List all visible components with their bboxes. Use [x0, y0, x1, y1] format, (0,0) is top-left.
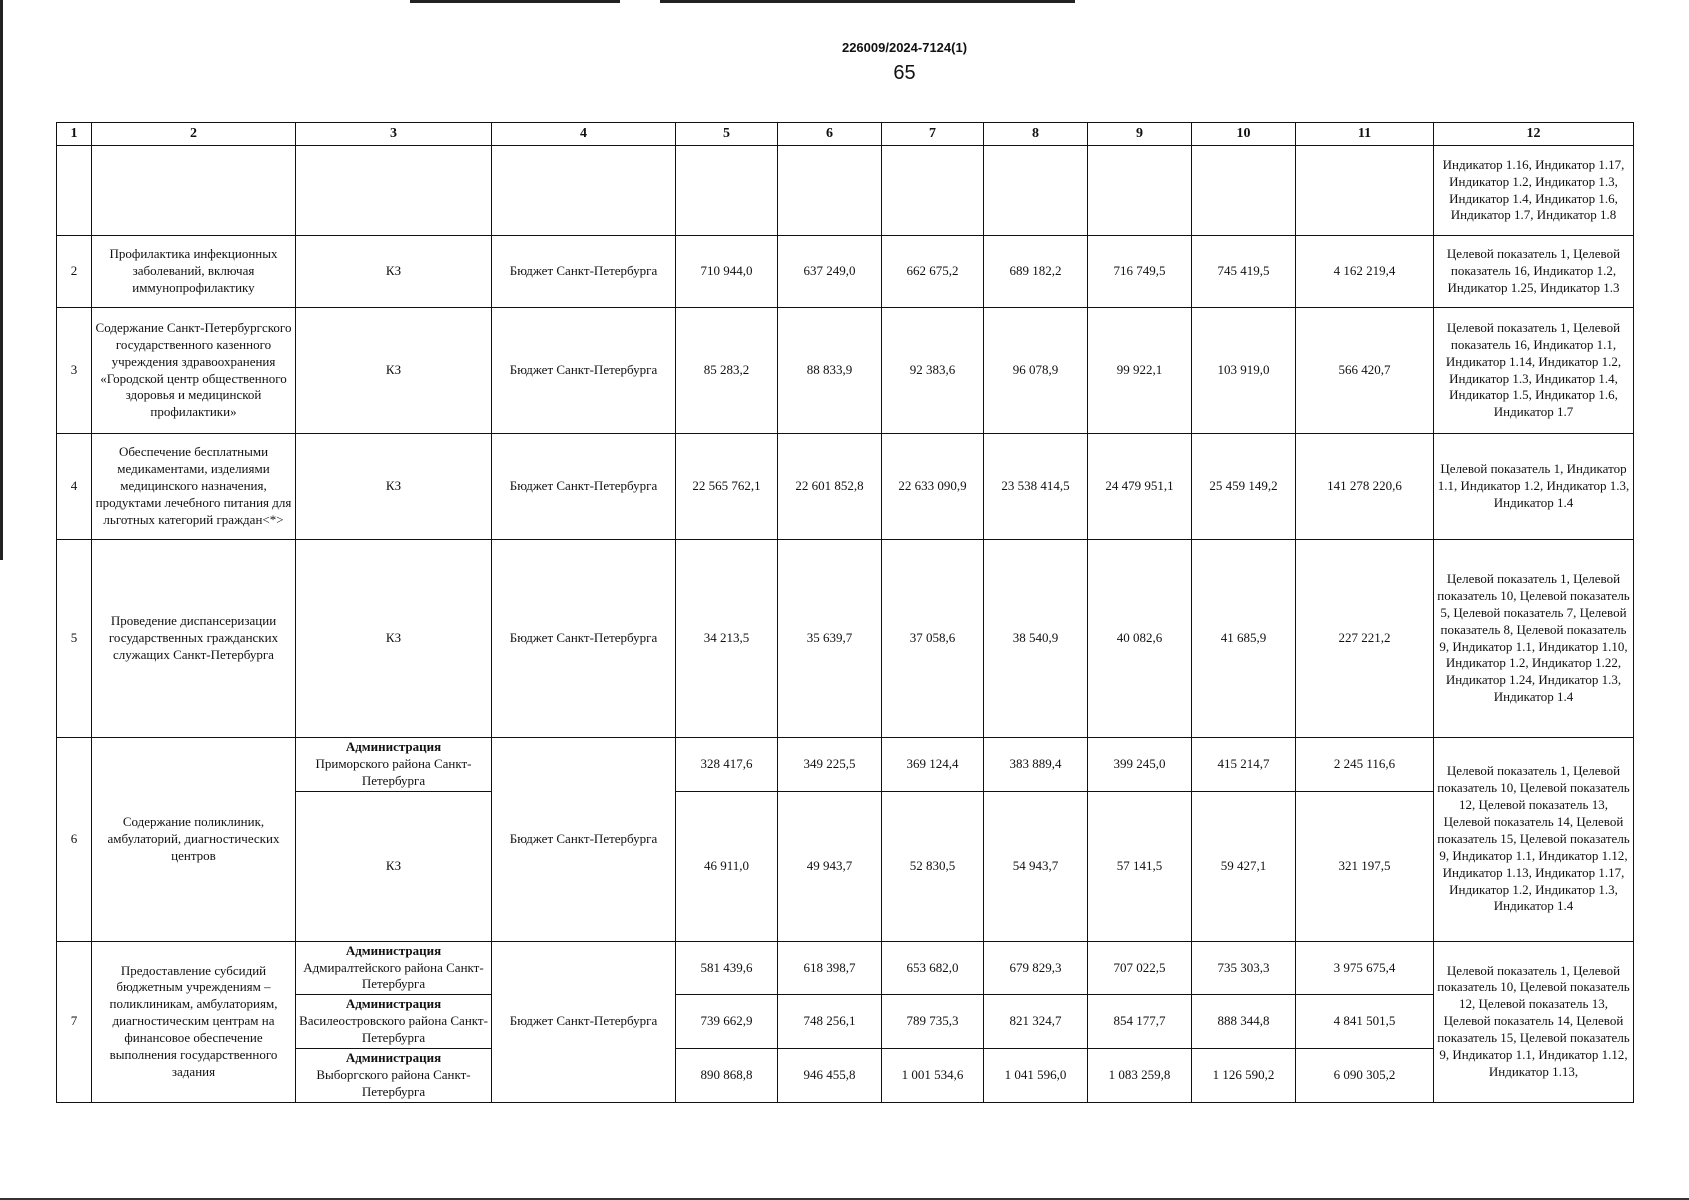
table-row	[57, 434, 1634, 540]
value-cell: 22 633 090,9	[882, 434, 984, 540]
value-cell: 748 256,1	[778, 995, 882, 1049]
value-cell: 49 943,7	[778, 791, 882, 941]
executor-cell: КЗ	[296, 434, 492, 540]
source-cell: Бюджет Санкт-Петербурга	[492, 308, 676, 434]
value-cell: 54 943,7	[984, 791, 1088, 941]
row-number-cell: 5	[57, 540, 92, 738]
value-cell: 57 141,5	[1088, 791, 1192, 941]
column-number-row	[57, 123, 1634, 146]
row-number-cell	[57, 146, 92, 236]
value-cell: 581 439,6	[676, 941, 778, 995]
value-cell: 1 083 259,8	[1088, 1049, 1192, 1103]
executor-name: Василеостровского района Санкт-Петербурга	[299, 1013, 488, 1046]
column-header: 7	[882, 123, 984, 146]
continuation-row	[57, 146, 1634, 236]
value-cell	[1192, 146, 1296, 236]
executor-cell	[296, 941, 492, 995]
value-cell: 25 459 149,2	[1192, 434, 1296, 540]
value-cell: 59 427,1	[1192, 791, 1296, 941]
source-cell: Бюджет Санкт-Петербурга	[492, 236, 676, 308]
value-cell: 4 162 219,4	[1296, 236, 1434, 308]
executor-name: Выборгского района Санкт-Петербурга	[316, 1066, 471, 1099]
value-cell: 349 225,5	[778, 738, 882, 792]
value-cell	[1296, 146, 1434, 236]
value-cell: 38 540,9	[984, 540, 1088, 738]
source-cell: Бюджет Санкт-Петербурга	[492, 738, 676, 942]
source-cell: Бюджет Санкт-Петербурга	[492, 434, 676, 540]
value-cell: 46 911,0	[676, 791, 778, 941]
value-cell: 35 639,7	[778, 540, 882, 738]
column-header: 2	[92, 123, 296, 146]
value-cell: 854 177,7	[1088, 995, 1192, 1049]
column-header: 1	[57, 123, 92, 146]
event-name-cell: Проведение диспансеризации государственных гражданских служащих Санкт-Петербурга	[92, 540, 296, 738]
value-cell: 4 841 501,5	[1296, 995, 1434, 1049]
value-cell: 1 001 534,6	[882, 1049, 984, 1103]
column-header: 11	[1296, 123, 1434, 146]
value-cell	[882, 146, 984, 236]
value-cell: 735 303,3	[1192, 941, 1296, 995]
value-cell: 22 565 762,1	[676, 434, 778, 540]
value-cell: 85 283,2	[676, 308, 778, 434]
value-cell	[1088, 146, 1192, 236]
value-cell: 22 601 852,8	[778, 434, 882, 540]
event-name-cell: Предоставление субсидий бюджетным учреждениям – поликлиникам, амбулаториям, диагностическим центрам на финансовое обеспечение выполнения государственного задания	[92, 941, 296, 1102]
column-header: 5	[676, 123, 778, 146]
value-cell: 92 383,6	[882, 308, 984, 434]
document-number: 226009/2024-7124(1)	[841, 40, 968, 55]
column-header: 6	[778, 123, 882, 146]
column-header: 12	[1434, 123, 1634, 146]
value-cell	[676, 146, 778, 236]
value-cell: 1 041 596,0	[984, 1049, 1088, 1103]
value-cell: 369 124,4	[882, 738, 984, 792]
value-cell: 88 833,9	[778, 308, 882, 434]
executor-cell: КЗ	[296, 308, 492, 434]
value-cell: 96 078,9	[984, 308, 1088, 434]
row-number-cell: 2	[57, 236, 92, 308]
value-cell: 662 675,2	[882, 236, 984, 308]
executor-name: Адмиралтейского района Санкт-Петербурга	[303, 959, 484, 992]
value-cell: 99 922,1	[1088, 308, 1192, 434]
row-number-cell: 6	[57, 738, 92, 942]
value-cell: 821 324,7	[984, 995, 1088, 1049]
value-cell: 24 479 951,1	[1088, 434, 1192, 540]
value-cell: 637 249,0	[778, 236, 882, 308]
table-row	[57, 540, 1634, 738]
value-cell: 653 682,0	[882, 941, 984, 995]
event-name-cell: Профилактика инфекционных заболеваний, включая иммунопрофилактику	[92, 236, 296, 308]
value-cell: 41 685,9	[1192, 540, 1296, 738]
event-name-cell	[92, 146, 296, 236]
executor-name: Приморского района Санкт-Петербурга	[315, 755, 472, 788]
row-number-cell: 7	[57, 941, 92, 1102]
value-cell: 34 213,5	[676, 540, 778, 738]
indicators-cell: Целевой показатель 1, Индикатор 1.1, Индикатор 1.2, Индикатор 1.3, Индикатор 1.4	[1434, 434, 1634, 540]
value-cell: 1 126 590,2	[1192, 1049, 1296, 1103]
value-cell: 399 245,0	[1088, 738, 1192, 792]
value-cell: 739 662,9	[676, 995, 778, 1049]
value-cell: 321 197,5	[1296, 791, 1434, 941]
indicators-cell: Целевой показатель 1, Целевой показатель 16, Индикатор 1.2, Индикатор 1.25, Индикатор 1.3	[1434, 236, 1634, 308]
value-cell: 618 398,7	[778, 941, 882, 995]
column-header: 3	[296, 123, 492, 146]
table-row	[57, 941, 1634, 995]
indicators-cell: Целевой показатель 1, Целевой показатель 10, Целевой показатель 12, Целевой показатель 13, Целевой показатель 14, Целевой показатель 15, Целевой показатель 9, Индикатор 1.1, Индикатор 1.12, Индикатор 1.13,	[1434, 941, 1634, 1102]
value-cell: 141 278 220,6	[1296, 434, 1434, 540]
executor-cell	[296, 791, 492, 941]
executor-cell	[296, 995, 492, 1049]
value-cell	[778, 146, 882, 236]
executor-cell: КЗ	[296, 540, 492, 738]
row-number-cell: 4	[57, 434, 92, 540]
column-header: 8	[984, 123, 1088, 146]
indicators-cell: Целевой показатель 1, Целевой показатель 16, Индикатор 1.1, Индикатор 1.14, Индикатор 1.2, Индикатор 1.3, Индикатор 1.4, Индикатор 1.5, Индикатор 1.6, Индикатор 1.7	[1434, 308, 1634, 434]
value-cell: 707 022,5	[1088, 941, 1192, 995]
value-cell: 710 944,0	[676, 236, 778, 308]
top-rule	[410, 0, 620, 3]
budget-table	[56, 122, 1634, 1103]
page-number: 65	[893, 62, 916, 84]
value-cell: 890 868,8	[676, 1049, 778, 1103]
event-name-cell: Обеспечение бесплатными медикаментами, изделиями медицинского назначения, продуктами лечебного питания для льготных категорий граждан<*>	[92, 434, 296, 540]
executor-cell: КЗ	[296, 236, 492, 308]
top-rule	[660, 0, 1075, 3]
executor-title: Администрация	[345, 996, 442, 1012]
source-cell: Бюджет Санкт-Петербурга	[492, 540, 676, 738]
column-header: 9	[1088, 123, 1192, 146]
value-cell: 103 919,0	[1192, 308, 1296, 434]
table-row	[57, 308, 1634, 434]
table-row	[57, 738, 1634, 792]
source-cell	[492, 146, 676, 236]
value-cell: 40 082,6	[1088, 540, 1192, 738]
event-name-cell: Содержание Санкт-Петербургского государственного казенного учреждения здравоохранения «Городской центр общественного здоровья и медицинской профилактики»	[92, 308, 296, 434]
value-cell: 415 214,7	[1192, 738, 1296, 792]
value-cell: 6 090 305,2	[1296, 1049, 1434, 1103]
value-cell: 716 749,5	[1088, 236, 1192, 308]
executor-cell	[296, 146, 492, 236]
value-cell	[984, 146, 1088, 236]
value-cell: 3 975 675,4	[1296, 941, 1434, 995]
column-header: 10	[1192, 123, 1296, 146]
executor-title: Администрация	[345, 739, 442, 754]
indicators-cell: Целевой показатель 1, Целевой показатель 10, Целевой показатель 5, Целевой показатель 7, Целевой показатель 8, Целевой показатель 9, Индикатор 1.1, Индикатор 1.10, Индикатор 1.2, Индикатор 1.22, Индикатор 1.24, Индикатор 1.3, Индикатор 1.4	[1434, 540, 1634, 738]
value-cell: 689 182,2	[984, 236, 1088, 308]
value-cell: 37 058,6	[882, 540, 984, 738]
value-cell: 383 889,4	[984, 738, 1088, 792]
value-cell: 679 829,3	[984, 941, 1088, 995]
value-cell: 789 735,3	[882, 995, 984, 1049]
column-header: 4	[492, 123, 676, 146]
executor-title: Администрация	[345, 1050, 442, 1066]
table-row	[57, 236, 1634, 308]
source-cell: Бюджет Санкт-Петербурга	[492, 941, 676, 1102]
indicators-cell: Индикатор 1.16, Индикатор 1.17, Индикатор 1.2, Индикатор 1.3, Индикатор 1.4, Индикатор 1.6, Индикатор 1.7, Индикатор 1.8	[1434, 146, 1634, 236]
indicators-cell: Целевой показатель 1, Целевой показатель 10, Целевой показатель 12, Целевой показатель 13, Целевой показатель 14, Целевой показатель 15, Целевой показатель 9, Индикатор 1.1, Индикатор 1.12, Индикатор 1.13, Индикатор 1.17, Индикатор 1.2, Индикатор 1.3, Индикатор 1.4	[1434, 738, 1634, 942]
executor-name: КЗ	[385, 857, 402, 873]
value-cell: 52 830,5	[882, 791, 984, 941]
value-cell: 2 245 116,6	[1296, 738, 1434, 792]
value-cell: 23 538 414,5	[984, 434, 1088, 540]
row-number-cell: 3	[57, 308, 92, 434]
event-name-cell: Содержание поликлиник, амбулаторий, диагностических центров	[92, 738, 296, 942]
value-cell: 227 221,2	[1296, 540, 1434, 738]
value-cell: 888 344,8	[1192, 995, 1296, 1049]
value-cell: 745 419,5	[1192, 236, 1296, 308]
executor-cell	[296, 738, 492, 792]
value-cell: 328 417,6	[676, 738, 778, 792]
value-cell: 566 420,7	[1296, 308, 1434, 434]
value-cell: 946 455,8	[778, 1049, 882, 1103]
executor-title: Администрация	[345, 942, 442, 958]
executor-cell	[296, 1049, 492, 1103]
